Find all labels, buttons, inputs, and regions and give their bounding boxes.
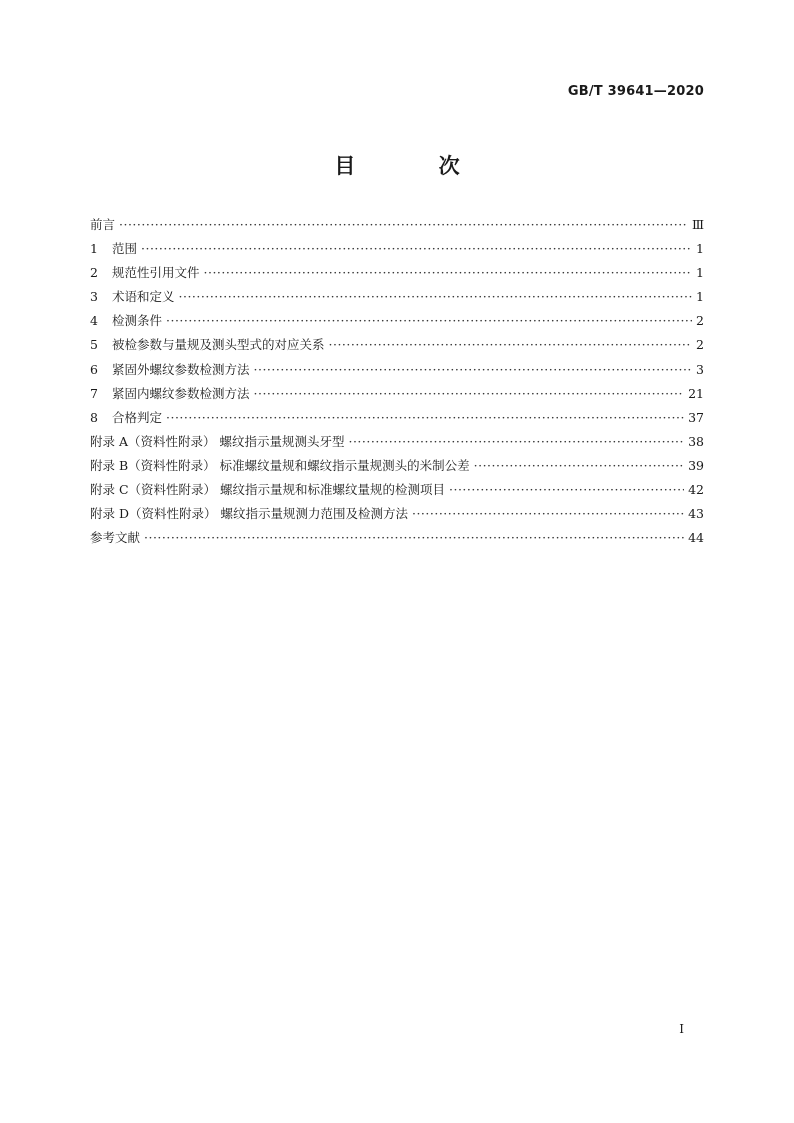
- toc-entry-annex-b[interactable]: [90, 456, 704, 480]
- toc-leader-dots: [449, 482, 684, 497]
- toc-leader-dots: [141, 241, 692, 256]
- toc-entry-number: 1: [90, 241, 98, 257]
- toc-entry-normative-references[interactable]: [90, 263, 704, 287]
- toc-entry-page: 1: [696, 289, 704, 305]
- toc-entry-number: 6: [90, 361, 98, 377]
- toc-entry-number: 4: [90, 313, 98, 329]
- toc-entry-number: 8: [90, 409, 98, 425]
- toc-entry-bibliography[interactable]: [90, 528, 704, 552]
- toc-entry-label: 附录 A（资料性附录） 螺纹指示量规测头牙型: [90, 433, 345, 449]
- toc-entry-number: 2: [90, 265, 98, 281]
- toc-leader-dots: [329, 337, 693, 352]
- toc-entry-page: 1: [696, 241, 704, 257]
- toc-entry-external-thread-methods[interactable]: [90, 360, 704, 384]
- toc-entry-page: 2: [696, 337, 704, 353]
- toc-leader-dots: [204, 265, 693, 280]
- toc-leader-dots: [166, 410, 684, 425]
- toc-entry-label: 附录 B（资料性附录） 标准螺纹量规和螺纹指示量规测头的米制公差: [90, 457, 470, 473]
- toc-leader-dots: [474, 458, 684, 473]
- toc-leader-dots: [166, 313, 692, 328]
- toc-entry-label: 合格判定: [112, 409, 163, 425]
- toc-entry-internal-thread-methods[interactable]: [90, 384, 704, 408]
- toc-entry-annex-d[interactable]: [90, 504, 704, 528]
- toc-entry-label: 附录 D（资料性附录） 螺纹指示量规测力范围及检测方法: [90, 506, 408, 522]
- toc-entry-foreword[interactable]: [90, 215, 704, 239]
- toc-leader-dots: [348, 434, 684, 449]
- toc-entry-label: 规范性引用文件: [112, 265, 200, 281]
- toc-title: 目 次: [334, 154, 498, 178]
- toc-entry-test-conditions[interactable]: [90, 311, 704, 335]
- toc-leader-dots: [179, 289, 693, 304]
- toc-entry-label: 紧固外螺纹参数检测方法: [112, 361, 250, 377]
- toc-entry-page: 3: [696, 361, 704, 377]
- toc-entry-page: 38: [688, 433, 704, 449]
- toc-entry-scope[interactable]: [90, 239, 704, 263]
- toc-entry-page: 2: [696, 313, 704, 329]
- toc-entry-annex-a[interactable]: [90, 432, 704, 456]
- toc-entry-page: 1: [696, 265, 704, 281]
- toc-leader-dots: [254, 362, 693, 377]
- toc-entry-page: 39: [688, 457, 704, 473]
- toc-entry-label: 参考文献: [90, 530, 141, 546]
- toc-entry-page: 44: [688, 530, 704, 546]
- toc-leader-dots: [144, 530, 684, 545]
- toc-leader-dots: [412, 506, 684, 521]
- toc-entry-label: 附录 C（资料性附录） 螺纹指示量规和标准螺纹量规的检测项目: [90, 482, 446, 498]
- toc-leader-dots: [254, 386, 685, 401]
- toc-entry-annex-c[interactable]: [90, 480, 704, 504]
- toc-entry-page: 43: [688, 506, 704, 522]
- toc-entry-parameter-correspondence[interactable]: [90, 335, 704, 359]
- toc-entry-label: 紧固内螺纹参数检测方法: [112, 385, 250, 401]
- toc-entry-conformity-assessment[interactable]: [90, 408, 704, 432]
- toc-entry-page: Ⅲ: [691, 217, 704, 232]
- document-code: GB/T 39641—2020: [567, 84, 704, 99]
- toc-entry-terms-definitions[interactable]: [90, 287, 704, 311]
- toc-entry-label: 范围: [112, 241, 138, 257]
- toc-entry-number: 5: [90, 337, 98, 353]
- toc-entry-label: 检测条件: [112, 313, 163, 329]
- toc-entry-page: 21: [688, 385, 704, 401]
- toc-entry-page: 42: [688, 482, 704, 498]
- page-number: Ⅰ: [679, 1022, 684, 1036]
- toc-entry-page: 37: [688, 409, 704, 425]
- table-of-contents: [90, 215, 704, 552]
- toc-entry-label: 术语和定义: [112, 289, 175, 305]
- toc-entry-label: 被检参数与量规及测头型式的对应关系: [112, 337, 325, 353]
- toc-entry-label: 前言: [90, 217, 116, 232]
- toc-entry-number: 7: [90, 385, 98, 401]
- toc-entry-number: 3: [90, 289, 98, 305]
- toc-leader-dots: [119, 217, 688, 232]
